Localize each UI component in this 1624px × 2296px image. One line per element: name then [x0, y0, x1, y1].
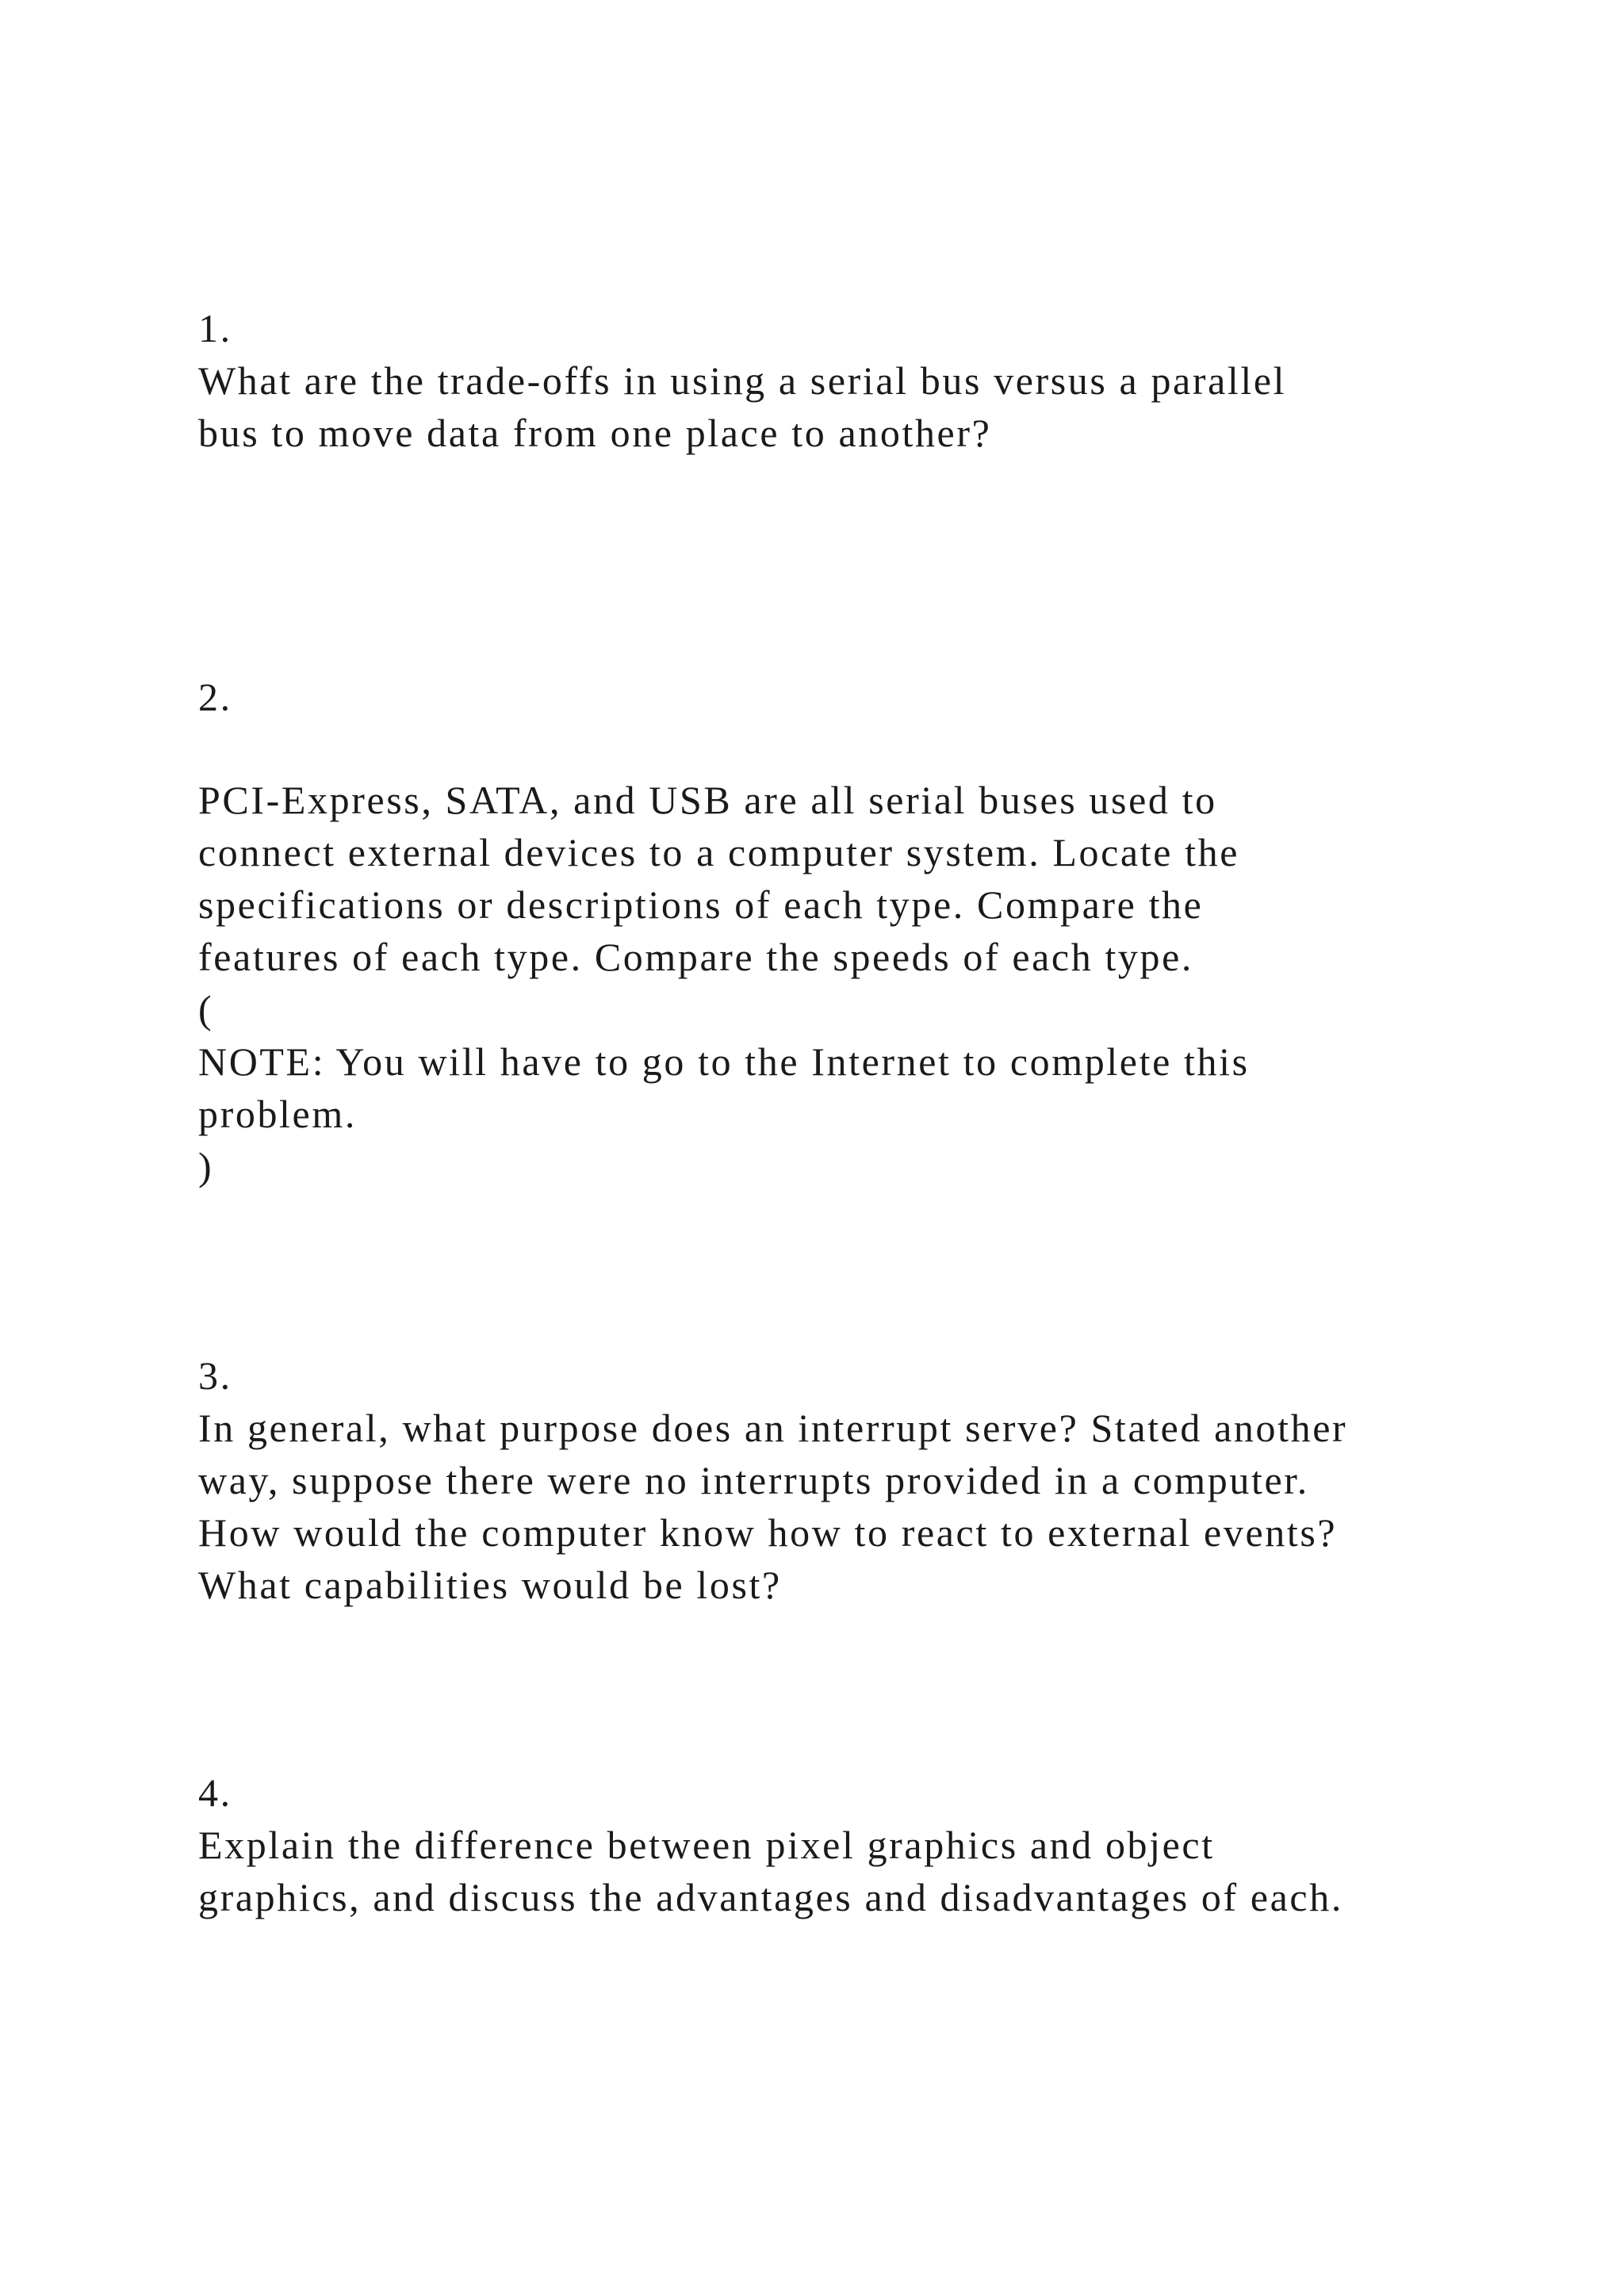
question-3-number: 3.	[198, 1353, 232, 1398]
question-1-text-line-2: bus to move data from one place to another?	[198, 411, 992, 455]
question-2-text-line-4: features of each type. Compare the speeds of each type.	[198, 935, 1194, 979]
question-3-text-line-1: In general, what purpose does an interrupt serve? Stated another	[198, 1406, 1348, 1450]
question-2-text-line-1: PCI-Express, SATA, and USB are all serial buses used to	[198, 778, 1217, 822]
question-4-number: 4.	[198, 1770, 232, 1815]
question-2-note-line-1: NOTE: You will have to go to the Internet to complete this	[198, 1039, 1250, 1084]
question-1-text-line-1: What are the trade-offs in using a serial bus versus a parallel	[198, 358, 1287, 403]
question-2-number: 2.	[198, 675, 232, 719]
question-3-text-line-3: How would the computer know how to react to external events?	[198, 1510, 1338, 1555]
question-1-number: 1.	[198, 306, 232, 350]
question-3-text-line-2: way, suppose there were no interrupts provided in a computer.	[198, 1458, 1309, 1502]
question-4-text-line-1: Explain the difference between pixel graphics and object	[198, 1823, 1215, 1867]
question-2-text-line-3: specifications or descriptions of each type. Compare the	[198, 882, 1204, 927]
question-2-open-paren: (	[198, 987, 214, 1031]
question-3-text-line-4: What capabilities would be lost?	[198, 1563, 782, 1607]
question-2-text-line-2: connect external devices to a computer system. Locate the	[198, 830, 1239, 874]
question-2-note-line-2: problem.	[198, 1092, 357, 1136]
question-4-text-line-2: graphics, and discuss the advantages and disadvantages of each.	[198, 1875, 1343, 1919]
question-2-close-paren: )	[198, 1144, 214, 1188]
